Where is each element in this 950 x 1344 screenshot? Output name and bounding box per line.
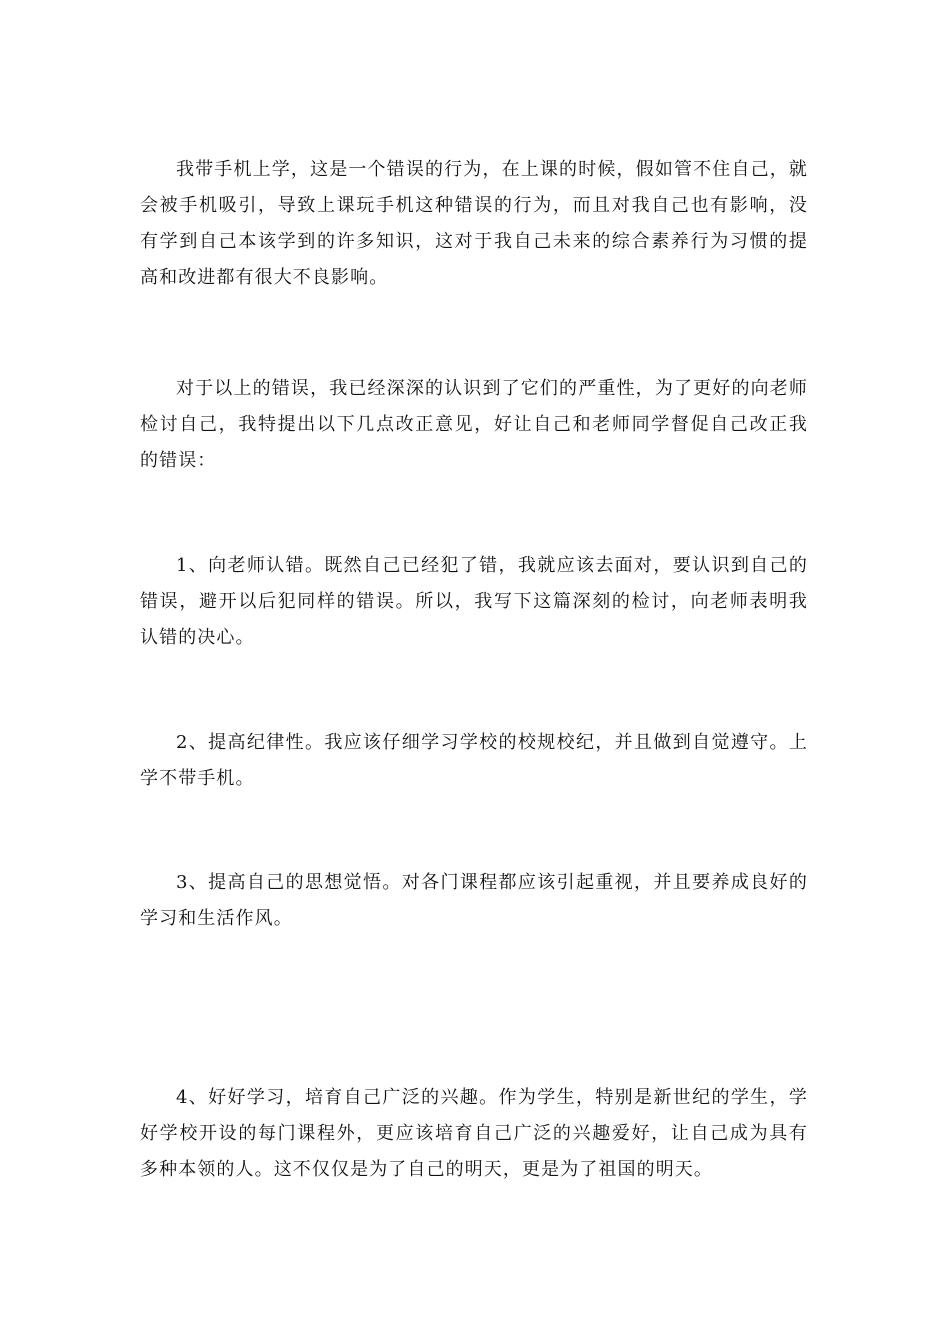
paragraph-point-4: 4、好好学习，培育自己广泛的兴趣。作为学生，特别是新世纪的学生，学好学校开设的每门课程外，更应该培育自己广泛的兴趣爱好，让自己成为具有多种本领的人。这不仅仅是为了自己的明天，更是为了祖国的明天。 (140, 1087, 808, 1180)
paragraph-point-3: 3、提高自己的思想觉悟。对各门课程都应该引起重视，并且要养成良好的学习和生活作风。 (140, 872, 808, 929)
paragraph-point-1: 1、向老师认错。既然自己已经犯了错，我就应该去面对，要认识到自己的错误，避开以后犯同样的错误。所以，我写下这篇深刻的检讨，向老师表明我认错的决心。 (140, 555, 808, 648)
paragraph-reflection: 对于以上的错误，我已经深深的认识到了它们的严重性，为了更好的向老师检讨自己，我特提出以下几点改正意见，好让自己和老师同学督促自己改正我的错误： (140, 378, 808, 471)
paragraph-intro: 我带手机上学，这是一个错误的行为，在上课的时候，假如管不住自己，就会被手机吸引，导致上课玩手机这种错误的行为，而且对我自己也有影响，没有学到自己本该学到的许多知识，这对于我自己未来的综合素养行为习惯的提高和改进都有很大不良影响。 (140, 159, 808, 288)
paragraph-point-2: 2、提高纪律性。我应该仔细学习学校的校规校纪，并且做到自觉遵守。上学不带手机。 (140, 732, 808, 789)
